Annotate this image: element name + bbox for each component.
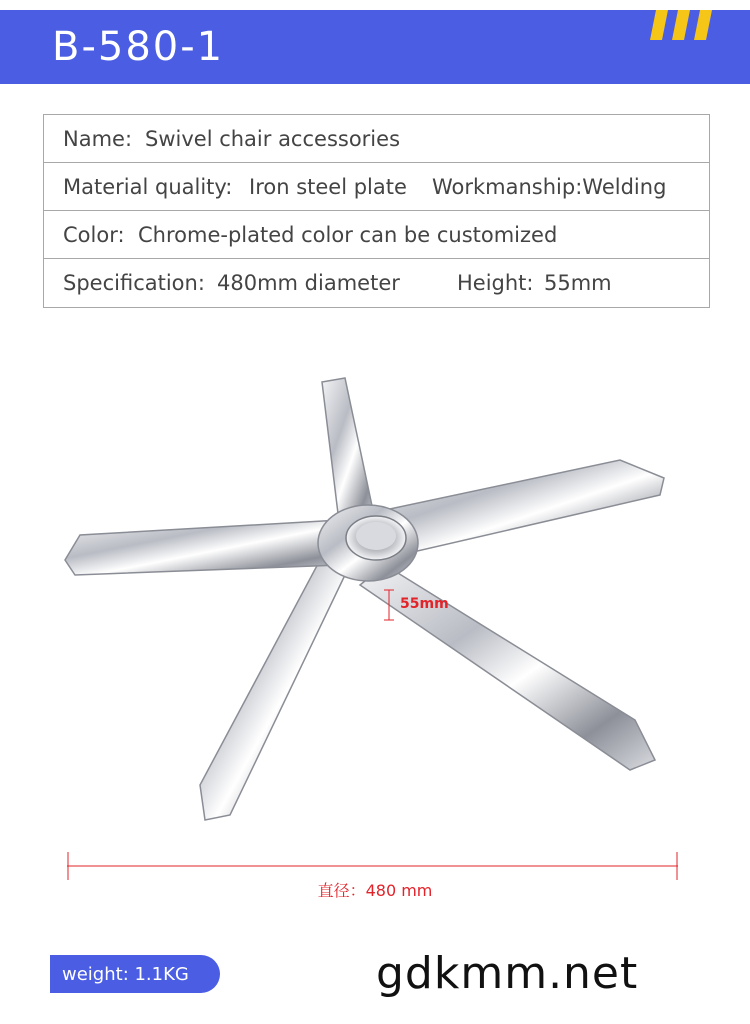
height-dimension-label: 55mm xyxy=(400,596,449,612)
workmanship-value: Workmanship:Welding xyxy=(432,175,667,199)
spec-label: Specification: xyxy=(63,271,205,295)
spec-table xyxy=(43,114,710,308)
name-label: Name: xyxy=(63,127,133,151)
chair-base-image xyxy=(40,360,730,860)
header-bar xyxy=(0,10,750,84)
color-label: Color: xyxy=(63,223,125,247)
material-label: Material quality: xyxy=(63,175,233,199)
decorative-stripes-icon xyxy=(640,10,720,52)
height-value: 55mm xyxy=(544,271,612,295)
height-label: Height: xyxy=(457,271,534,295)
page-title: B-580-1 xyxy=(52,24,225,70)
spec-row-material xyxy=(44,163,709,211)
site-watermark: gdkmm.net xyxy=(376,948,639,999)
name-value: Swivel chair accessories xyxy=(145,127,401,151)
diameter-dimension-label: 直径：480 mm xyxy=(317,881,433,900)
spec-row-name xyxy=(44,115,709,163)
weight-badge: weight: 1.1KG xyxy=(50,955,220,993)
color-value: Chrome-plated color can be customized xyxy=(138,223,558,247)
spec-value: 480mm diameter xyxy=(217,271,400,295)
spec-row-specification xyxy=(44,259,709,307)
material-value: Iron steel plate xyxy=(249,175,407,199)
spec-row-color xyxy=(44,211,709,259)
